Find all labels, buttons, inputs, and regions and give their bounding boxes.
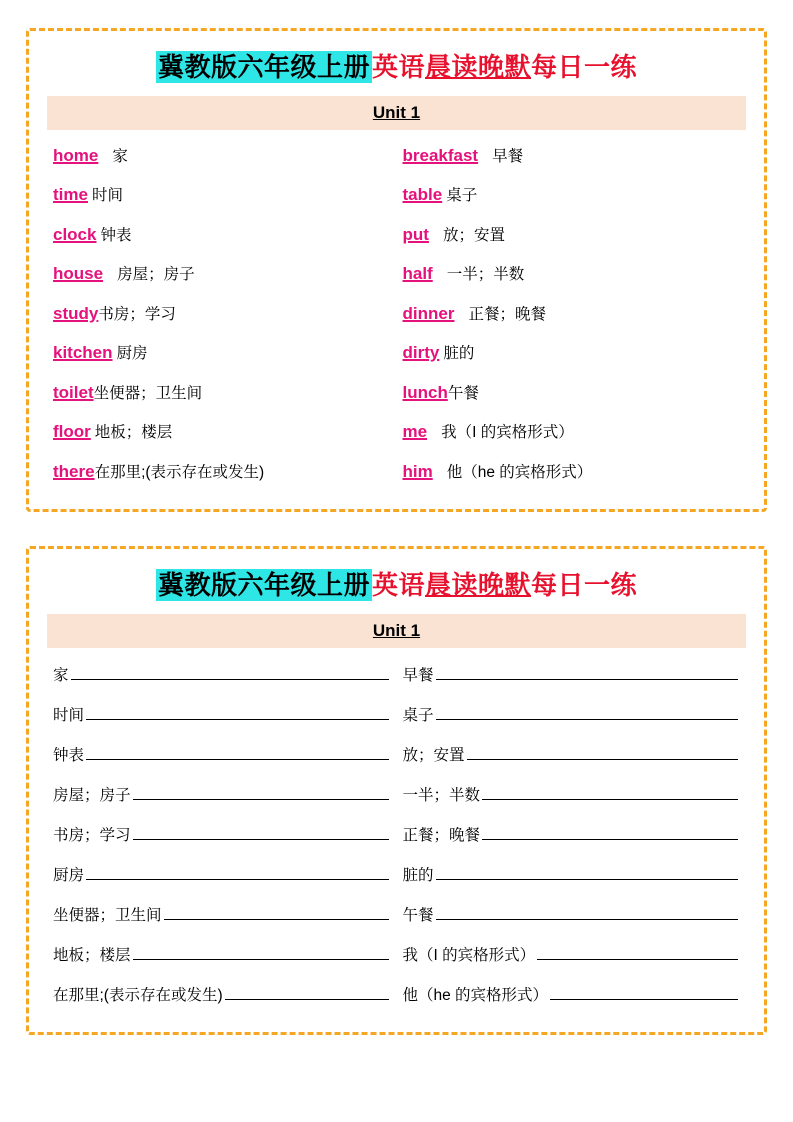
practice-item [47, 774, 397, 814]
word-zh: 一半；半数 [446, 266, 525, 283]
table-row [47, 734, 746, 774]
answer-blank[interactable] [482, 784, 738, 800]
vocab-item [397, 412, 747, 452]
vocab-item [397, 215, 747, 255]
answer-blank[interactable] [550, 984, 738, 1000]
word-en: table [402, 185, 443, 204]
prompt-zh: 钟表 [53, 746, 85, 764]
answer-blank[interactable] [133, 824, 389, 840]
table-row [47, 136, 746, 176]
vocab-item [397, 373, 747, 413]
table-row [47, 294, 746, 334]
practice-item [47, 894, 397, 934]
vocab-item [397, 175, 747, 215]
card-title-practice [47, 569, 746, 602]
practice-item [397, 814, 747, 854]
title-red-part [372, 52, 637, 82]
practice-item [47, 934, 397, 974]
word-en: home [53, 145, 99, 165]
prompt-zh: 桌子 [402, 706, 434, 724]
word-en: study [53, 303, 99, 323]
word-zh: 午餐 [447, 384, 479, 402]
prompt-zh: 家 [53, 666, 69, 684]
answer-blank[interactable] [436, 864, 738, 880]
table-row [47, 175, 746, 215]
practice-item [397, 654, 747, 694]
vocab-item [47, 254, 397, 294]
word-en: half [402, 264, 433, 283]
vocab-item [47, 294, 397, 334]
word-zh: 在那里;(表示存在或发生) [94, 463, 265, 481]
table-row [47, 894, 746, 934]
word-en: me [402, 422, 428, 441]
word-zh: 早餐 [492, 147, 524, 165]
word-en: clock [53, 224, 97, 244]
answer-blank[interactable] [225, 984, 389, 1000]
practice-item [47, 814, 397, 854]
title-plain-1: 英语 [371, 570, 425, 600]
word-zh: 我（I 的宾格形式） [441, 424, 574, 441]
table-row [47, 774, 746, 814]
word-en: time [53, 185, 88, 204]
unit-bar-vocabulary [47, 96, 746, 130]
word-zh: 正餐；晚餐 [468, 305, 546, 323]
prompt-zh: 坐便器；卫生间 [53, 906, 162, 924]
practice-item [397, 894, 747, 934]
practice-item [397, 934, 747, 974]
word-zh: 坐便器；卫生间 [93, 384, 203, 402]
table-row [47, 934, 746, 974]
table-row [47, 654, 746, 694]
practice-item [397, 854, 747, 894]
title-plain-1: 英语 [371, 52, 425, 82]
vocab-item [397, 294, 747, 334]
word-en: him [402, 461, 433, 481]
answer-blank[interactable] [133, 944, 389, 960]
vocabulary-card [26, 28, 767, 512]
word-en: floor [53, 422, 91, 441]
title-highlight: 冀教版六年级上册 [157, 52, 370, 82]
prompt-zh: 正餐；晚餐 [402, 826, 481, 844]
prompt-zh: 我（I 的宾格形式） [402, 946, 536, 964]
table-row [47, 974, 746, 1014]
vocab-item [47, 215, 397, 255]
prompt-zh: 午餐 [402, 906, 434, 924]
word-zh: 时间 [91, 187, 123, 204]
table-row [47, 215, 746, 255]
vocab-item [397, 136, 747, 176]
table-row [47, 452, 746, 492]
answer-blank[interactable] [86, 704, 388, 720]
word-en: dirty [402, 343, 440, 362]
answer-blank[interactable] [436, 904, 738, 920]
table-row [47, 254, 746, 294]
word-en: kitchen [53, 343, 113, 362]
answer-blank[interactable] [537, 944, 738, 960]
word-zh: 地板；楼层 [94, 424, 173, 441]
answer-blank[interactable] [133, 784, 389, 800]
practice-item [47, 854, 397, 894]
word-zh: 房屋；房子 [117, 266, 195, 283]
table-row [47, 694, 746, 734]
prompt-zh: 厨房 [53, 866, 85, 884]
answer-blank[interactable] [436, 664, 738, 680]
word-en: put [402, 224, 429, 244]
practice-item [47, 974, 397, 1014]
word-en: lunch [402, 382, 448, 402]
prompt-zh: 地板；楼层 [53, 946, 131, 964]
practice-item [47, 734, 397, 774]
prompt-zh: 房屋；房子 [53, 786, 131, 804]
word-zh: 家 [112, 147, 128, 165]
title-red-part [372, 570, 637, 600]
vocab-item [47, 136, 397, 176]
unit-bar-practice [47, 614, 746, 648]
word-en: there [53, 461, 95, 481]
table-row [47, 814, 746, 854]
table-row [47, 854, 746, 894]
practice-rows [47, 654, 746, 1014]
vocab-item [47, 412, 397, 452]
practice-item [397, 774, 747, 814]
practice-item [47, 694, 397, 734]
table-row [47, 412, 746, 452]
prompt-zh: 一半；半数 [402, 786, 481, 804]
table-row [47, 373, 746, 413]
answer-blank[interactable] [436, 704, 738, 720]
vocab-item [397, 254, 747, 294]
vocabulary-rows [47, 136, 746, 492]
vocab-item [397, 333, 747, 373]
vocab-item [47, 373, 397, 413]
practice-item [397, 734, 747, 774]
title-underlined: 晨读晚默 [425, 570, 532, 600]
card-title-vocabulary [47, 51, 746, 84]
title-underlined: 晨读晚默 [425, 52, 532, 82]
vocab-item [47, 452, 397, 492]
word-zh: 他（he 的宾格形式） [446, 463, 593, 481]
word-zh: 桌子 [446, 187, 478, 204]
word-en: dinner [402, 303, 455, 323]
word-zh: 放；安置 [442, 226, 505, 244]
word-zh: 书房；学习 [98, 305, 176, 323]
practice-item [397, 694, 747, 734]
table-row [47, 333, 746, 373]
prompt-zh: 脏的 [402, 866, 434, 884]
answer-blank[interactable] [71, 664, 389, 680]
prompt-zh: 早餐 [402, 666, 434, 684]
unit-label: Unit 1 [372, 102, 421, 122]
answer-blank[interactable] [86, 864, 388, 880]
practice-item [47, 654, 397, 694]
practice-item [397, 974, 747, 1014]
vocab-item [397, 452, 747, 492]
word-en: house [53, 264, 104, 283]
title-highlight: 冀教版六年级上册 [157, 570, 370, 600]
answer-blank[interactable] [86, 744, 388, 760]
vocab-item [47, 175, 397, 215]
prompt-zh: 时间 [53, 706, 85, 724]
word-zh: 脏的 [443, 345, 475, 362]
word-zh: 钟表 [100, 226, 132, 244]
practice-card [26, 546, 767, 1035]
prompt-zh: 书房；学习 [53, 826, 131, 844]
word-en: toilet [53, 382, 94, 402]
word-en: breakfast [402, 145, 479, 165]
answer-blank[interactable] [467, 744, 738, 760]
prompt-zh: 在那里;(表示存在或发生) [53, 986, 223, 1004]
title-plain-2: 每日一练 [531, 52, 638, 82]
prompt-zh: 他（he 的宾格形式） [402, 986, 549, 1004]
answer-blank[interactable] [482, 824, 738, 840]
prompt-zh: 放；安置 [402, 746, 465, 764]
vocab-item [47, 333, 397, 373]
word-zh: 厨房 [116, 345, 148, 362]
title-plain-2: 每日一练 [531, 570, 638, 600]
answer-blank[interactable] [164, 904, 389, 920]
unit-label: Unit 1 [372, 620, 421, 640]
